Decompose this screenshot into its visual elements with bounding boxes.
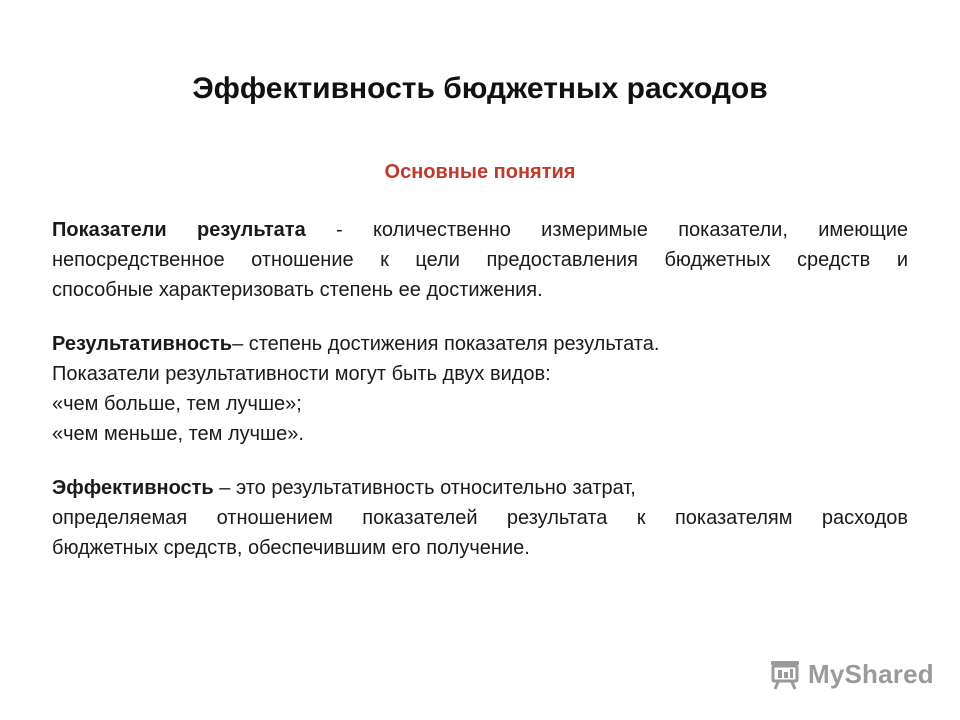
presentation-board-icon	[768, 657, 802, 691]
definition-line	[52, 473, 908, 503]
definition-line	[52, 329, 908, 359]
definition-line: Показатели результативности могут быть двух видов:	[52, 363, 551, 385]
definition-results-indicators	[52, 215, 908, 305]
definition-line: бюджетных средств, обеспечившим его получение.	[52, 537, 530, 559]
definition-line: определяемая отношением показателей результата к показателям расходов	[52, 507, 908, 529]
definition-text: – степень достижения показателя результата.	[232, 333, 660, 355]
definition-text: - количественно измеримые показатели, имеющие	[305, 219, 908, 241]
term-performance: Результативность	[52, 333, 233, 355]
definition-line: непосредственное отношение к цели предоставления бюджетных средств и	[52, 249, 908, 271]
definition-line: «чем меньше, тем лучше».	[52, 423, 304, 445]
slide-subtitle: Основные понятия	[384, 161, 576, 183]
definition-line: «чем больше, тем лучше»;	[52, 393, 302, 415]
definition-line: способные характеризовать степень ее достижения.	[52, 279, 543, 301]
term-results-indicators: Показатели результата	[52, 219, 306, 241]
watermark-logo	[768, 654, 934, 694]
slide-body	[52, 215, 908, 587]
definition-efficiency	[52, 473, 908, 563]
definition-text: – это результативность относительно затрат,	[213, 477, 636, 499]
definition-line	[52, 215, 908, 245]
watermark-text: MyShared	[808, 658, 934, 689]
slide-title: Эффективность бюджетных расходов	[192, 72, 768, 105]
term-efficiency: Эффективность	[52, 477, 214, 499]
definition-performance	[52, 329, 908, 449]
